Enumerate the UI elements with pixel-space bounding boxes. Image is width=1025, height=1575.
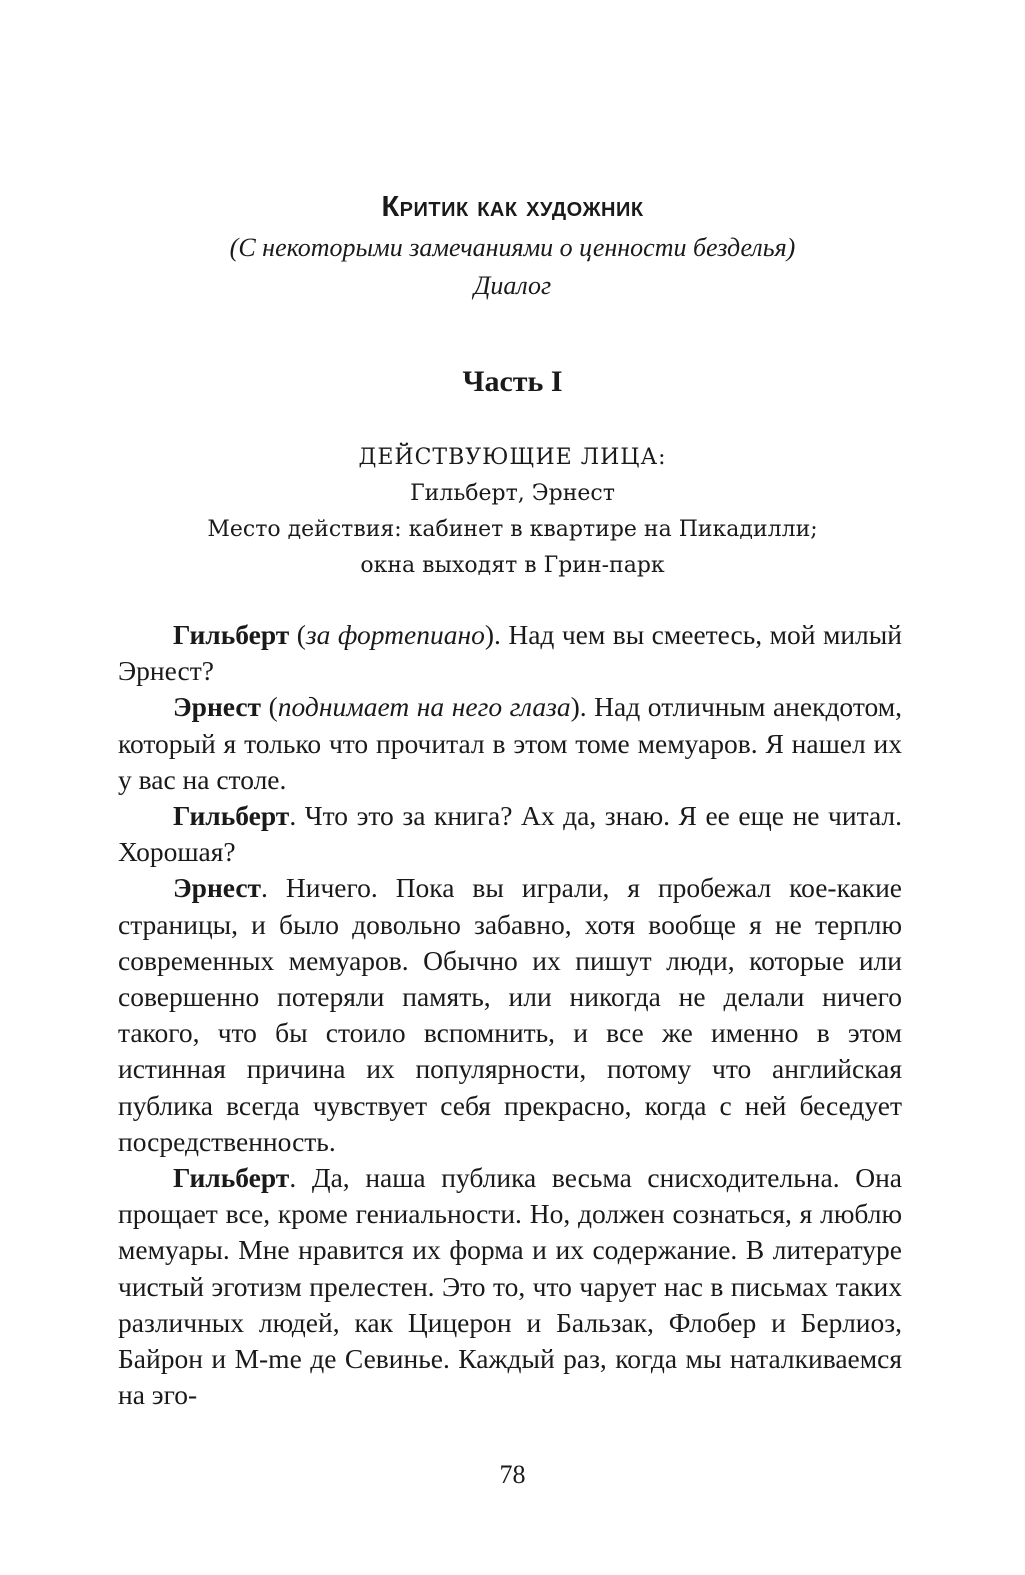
dialogue-paragraph xyxy=(118,1160,902,1413)
dialogue-text: ). Над чем вы смеетесь, мой милый Эрнест? xyxy=(118,619,902,687)
genre-label: Диалог xyxy=(473,271,552,300)
stage-direction: поднимает на него глаза xyxy=(277,691,571,723)
cast-heading: ДЕЙСТВУЮЩИЕ ЛИЦА: xyxy=(358,445,667,470)
chapter-title: Критик как художник xyxy=(381,191,644,223)
dialogue-paragraph xyxy=(118,798,902,870)
cast-characters: Гильберт, Эрнест xyxy=(410,481,615,506)
speaker-name: Гильберт xyxy=(173,800,290,832)
speaker-name: Гильберт xyxy=(173,619,290,650)
dialogue-text: . Ничего. Пока вы играли, я пробежал кое-какие страницы, и было довольно забавно, хотя вообще я не терплю современных мемуаров. Обычно их пишут люди, которые или совершенно потеряли память, или никогда не делали ничего такого, что бы стоило вспомнить, и все же именно в этом истинная причина их популярности, потому что английская публика всегда чувствует себя прекрасно, когда с ней беседует посредственность. xyxy=(118,872,902,1157)
cast-block xyxy=(0,440,1025,584)
dialogue-text: ). Над отличным анекдотом, который я только что прочитал в этом томе мемуаров. Я нашел их у вас на столе. xyxy=(118,691,902,795)
dialogue-paragraph xyxy=(118,689,902,798)
dialogue-paragraph xyxy=(118,870,902,1160)
paren-open: ( xyxy=(289,619,306,650)
speaker-name: Гильберт xyxy=(173,1162,290,1194)
part-title: Часть I xyxy=(462,365,563,398)
page-number: 78 xyxy=(499,1460,526,1489)
speaker-name: Эрнест xyxy=(173,691,262,723)
paren-open: ( xyxy=(261,691,278,723)
dialogue-text: . Да, наша публика весьма снисходительна. Она прощает все, кроме гениальности. Но, должен сознаться, я люблю мемуары. Мне нравится их форма и их содержание. В литературе чистый эготизм прелестен. Это то, что чарует нас в письмах таких различных людей, как Цицерон и Бальзак, Флобер и Берлиоз, Байрон и M-me де Севинье. Каждый раз, когда мы наталкиваемся на эго- xyxy=(118,1162,902,1411)
chapter-subtitle: (С некоторыми замечаниями о ценности безделья) xyxy=(229,233,796,262)
dialogue-paragraph xyxy=(118,617,902,689)
setting-line-1: Место действия: кабинет в квартире на Пикадилли; xyxy=(207,517,818,542)
speaker-name: Эрнест xyxy=(173,872,262,904)
dialogue-text: . Что это за книга? Ах да, знаю. Я ее еще не читал. Хорошая? xyxy=(118,800,902,868)
title-block xyxy=(0,185,1025,305)
dialogue-body xyxy=(118,617,902,1413)
setting-line-2: окна выходят в Грин-парк xyxy=(360,553,665,578)
stage-direction: за фортепиано xyxy=(305,619,485,650)
